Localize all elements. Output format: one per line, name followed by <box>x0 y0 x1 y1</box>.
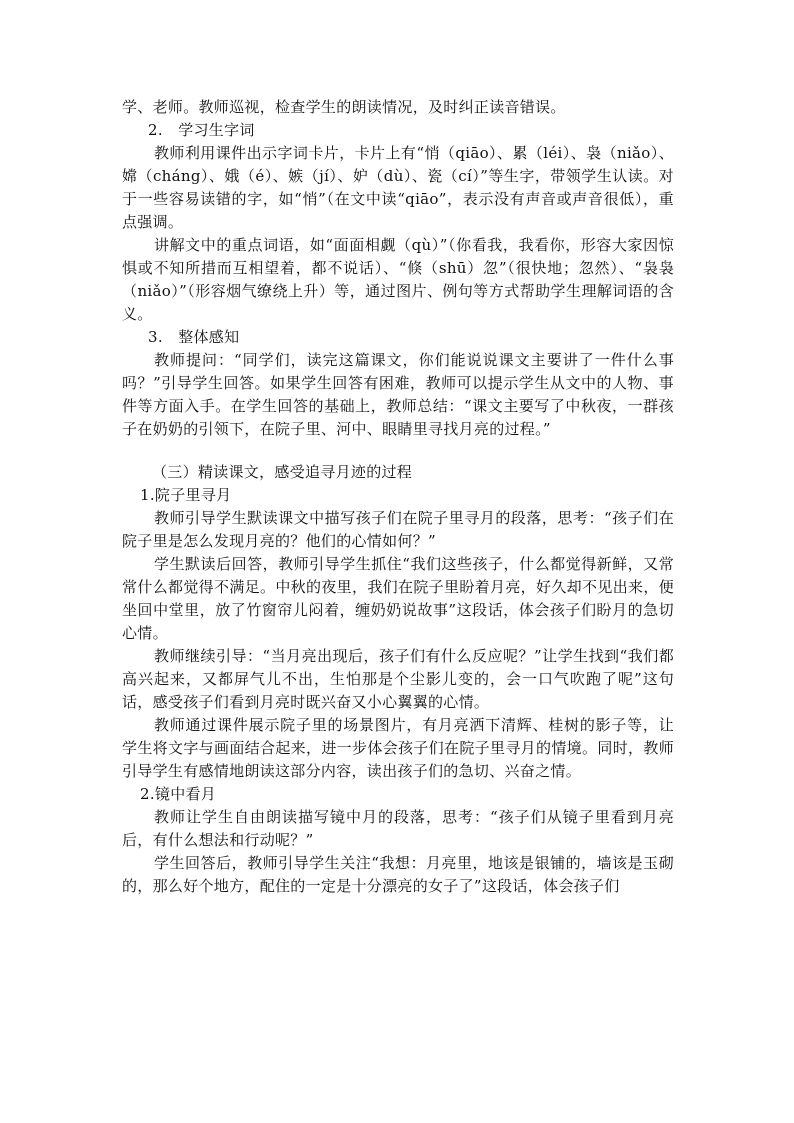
subheading-mirror-moon: 2.镜中看月 <box>140 785 217 803</box>
paragraph-moon-appears: 教师继续引导：“当月亮出现后，孩子们有什么反应呢？”让学生找到“我们都高兴起来，又都屏气儿不出，生怕那是个尘影儿变的，会一口气吹跑了呢”这句话，感受孩子们看到月亮时既兴奋又小心翼翼的心情。 <box>122 647 674 711</box>
heading-overall-perception: 3. 整体感知 <box>148 328 240 346</box>
paragraph-courtyard-images: 教师通过课件展示院子里的场景图片，有月亮洒下清辉、桂树的影子等，让学生将文字与画面结合起来，进一步体会孩子们在院子里寻月的情境。同时，教师引导学生有感情地朗读这部分内容，读出孩子们的急切、兴奋之情。 <box>122 716 674 780</box>
paragraph-word-cards: 教师利用课件出示字词卡片，卡片上有“悄（qiāo）、累（léi）、袅（niǎo）、嫦（cháng）、娥（é）、嫉（jí）、妒（dù）、瓷（cí）”等生字，带领学生认读。对于一些容易读错的字，如“悄”（在文中读“qiāo”，表示没有声音或声音很低），重点强调。 <box>122 144 674 231</box>
paragraph-courtyard-answer: 学生默读后回答，教师引导学生抓住“我们这些孩子，什么都觉得新鲜，又常常什么都觉得不满足。中秋的夜里，我们在院子里盼着月亮，好久却不见出来，便坐回中堂里，放了竹窗帘儿闷着，缠奶奶说故事”这段话，体会孩子们盼月的急切心情。 <box>122 555 674 642</box>
paragraph-key-phrases: 讲解文中的重点词语，如“面面相觑（qù）”（你看我，我看你，形容大家因惊惧或不知所措而互相望着，都不说话）、“倏（shū）忽”（很快地；忽然）、“袅袅（niǎo）”（形容烟气缭绕上升）等，通过图片、例句等方式帮助学生理解词语的含义。 <box>122 236 674 323</box>
paragraph-courtyard-question: 教师引导学生默读课文中描写孩子们在院子里寻月的段落，思考：“孩子们在院子里是怎么发现月亮的？他们的心情如何？” <box>122 509 674 550</box>
subheading-courtyard-moon: 1.院子里寻月 <box>140 486 232 504</box>
heading-learn-new-words: 2. 学习生字词 <box>148 121 255 139</box>
paragraph-mirror-answer: 学生回答后，教师引导学生关注“我想：月亮里，地该是银铺的，墙该是玉砌的，那么好个地方，配住的一定是十分漂亮的女子了”这段话，体会孩子们 <box>122 854 674 895</box>
paragraph-continuation: 学、老师。教师巡视，检查学生的朗读情况，及时纠正读音错误。 <box>122 98 566 116</box>
section-heading-close-reading: （三）精读课文，感受追寻月迹的过程 <box>152 463 413 481</box>
document-body <box>122 96 674 898</box>
paragraph-mirror-question: 教师让学生自由朗读描写镜中月的段落，思考：“孩子们从镜子里看到月亮后，有什么想法和行动呢？” <box>122 808 674 849</box>
paragraph-teacher-question: 教师提问：“同学们，读完这篇课文，你们能说说课文主要讲了一件什么事吗？”引导学生回答。如果学生回答有困难，教师可以提示学生从文中的人物、事件等方面入手。在学生回答的基础上，教师总结：“课文主要写了中秋夜，一群孩子在奶奶的引领下，在院子里、河中、眼睛里寻找月亮的过程。” <box>122 351 674 438</box>
